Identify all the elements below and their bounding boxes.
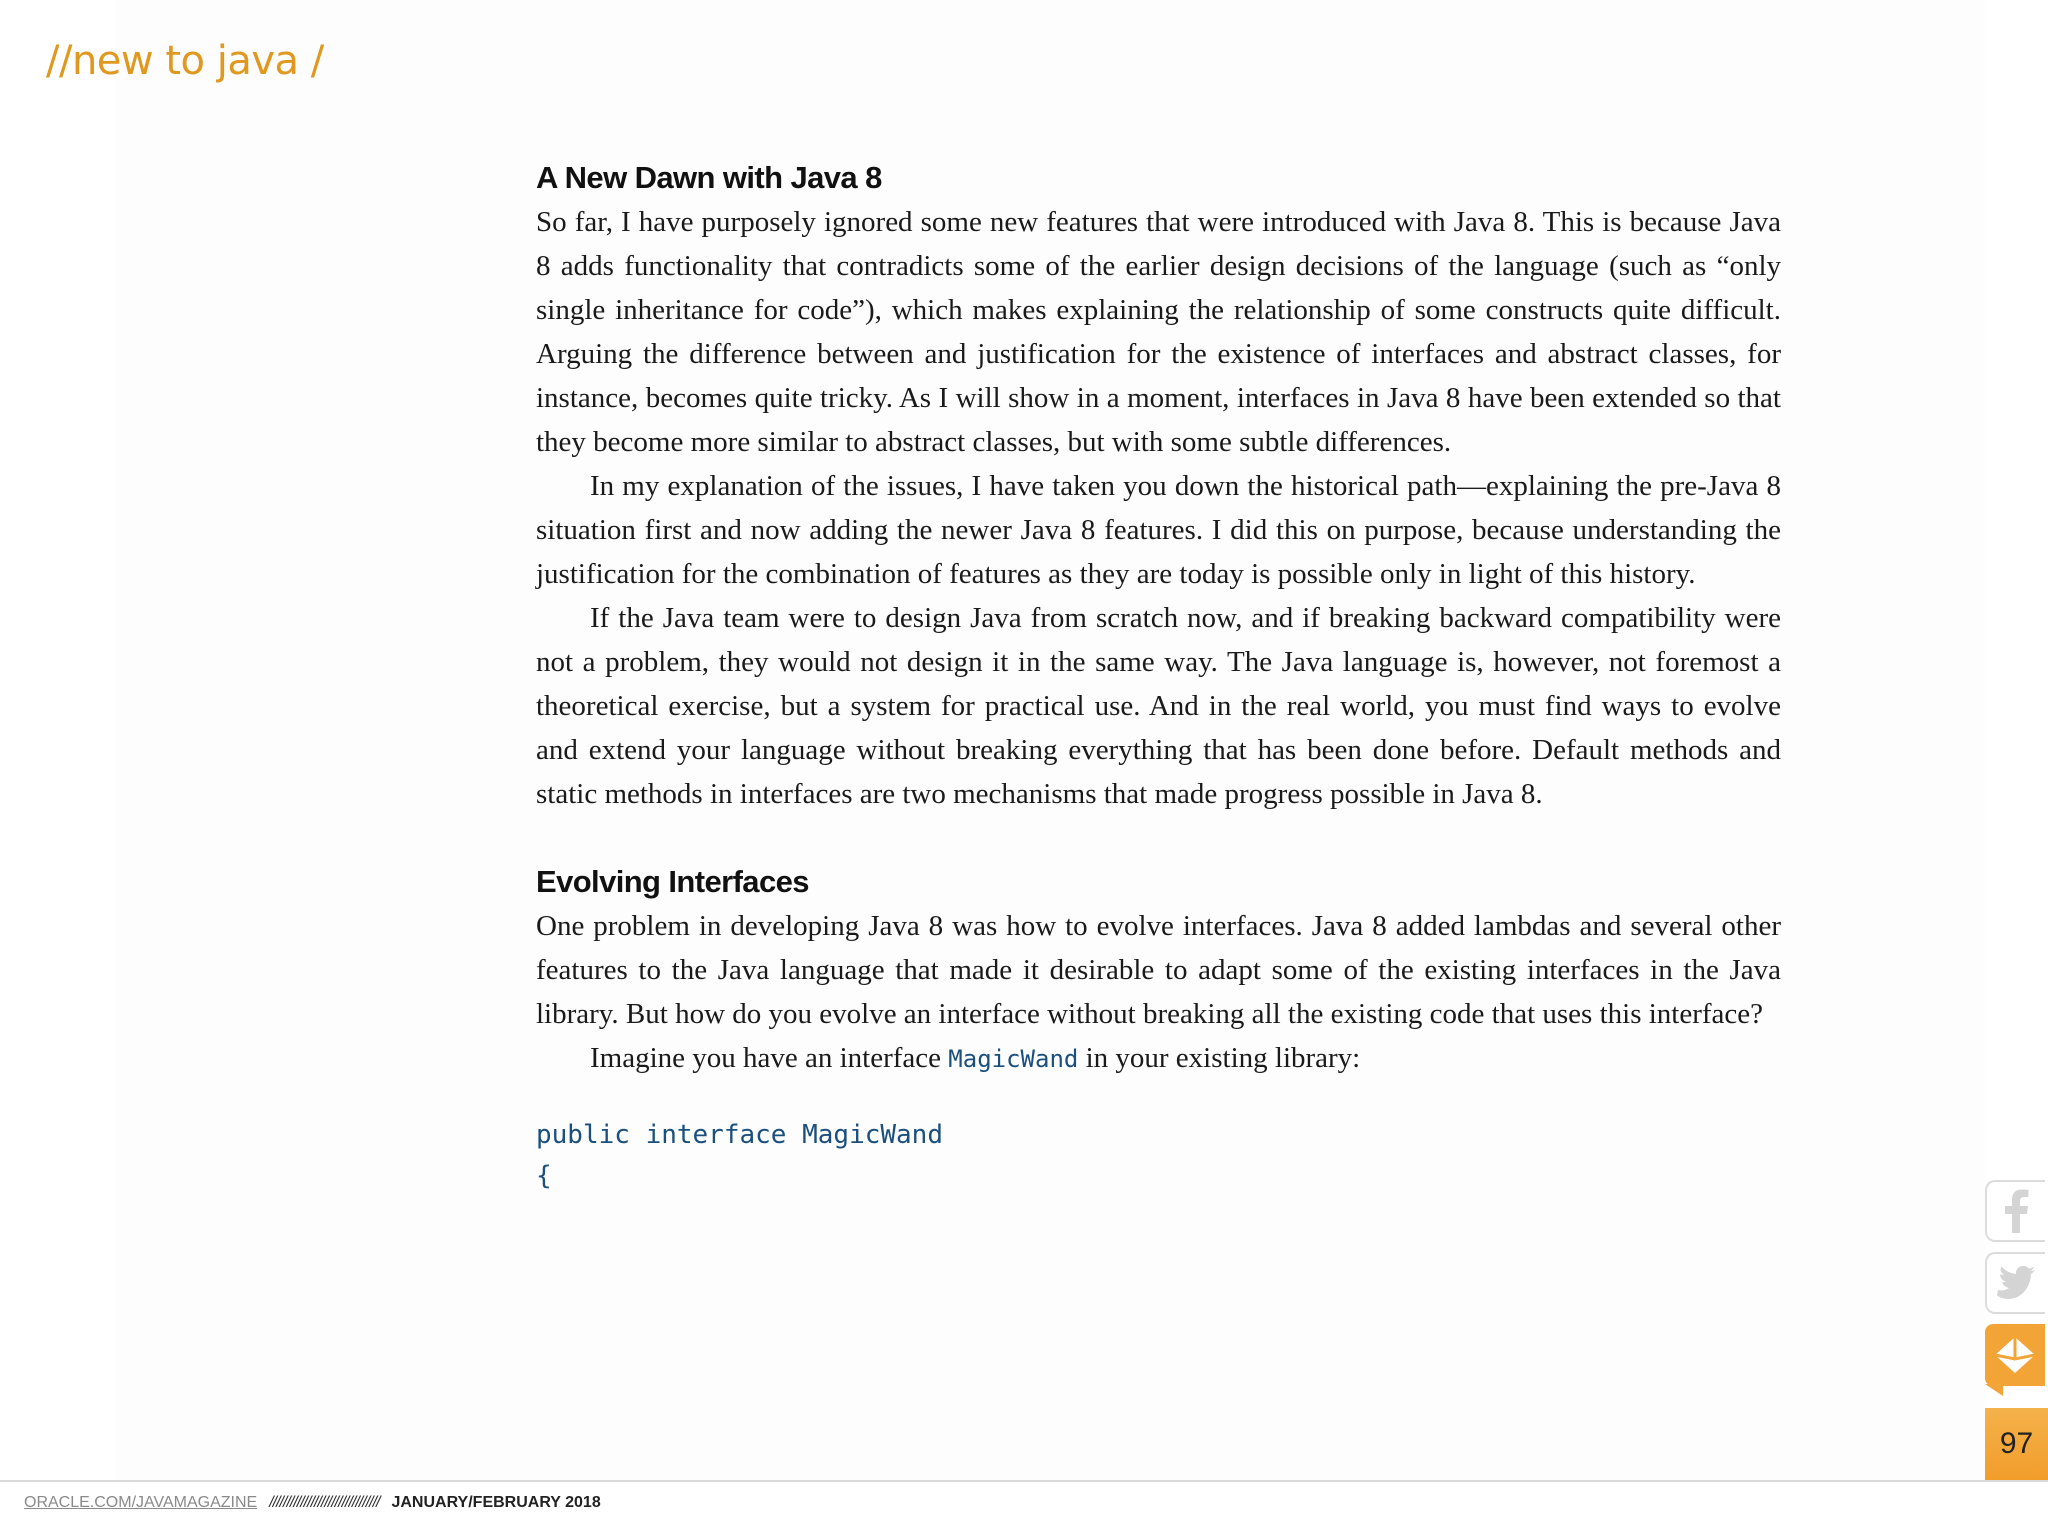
article-body (536, 156, 1781, 1197)
code-line: public interface MagicWand (536, 1120, 943, 1150)
page-number: 97 (1985, 1408, 2048, 1480)
paragraph-text: Imagine you have an interface (590, 1042, 949, 1074)
facebook-share-button[interactable] (1985, 1180, 2045, 1242)
footer-issue-date: JANUARY/FEBRUARY 2018 (391, 1494, 601, 1511)
footer-divider (0, 1480, 2048, 1482)
heading-new-dawn: A New Dawn with Java 8 (536, 160, 882, 195)
email-icon (1993, 1335, 2037, 1375)
code-line: { (536, 1161, 552, 1191)
twitter-icon (1996, 1266, 2036, 1300)
footer-slashes: //////////////////////////////// (269, 1494, 380, 1511)
heading-evolving-interfaces: Evolving Interfaces (536, 864, 809, 899)
paragraph: If the Java team were to design Java from scratch now, and if breaking backward compatibility were not a problem, they would not design it in the same way. The Java language is, however, not foremost a theoretical exercise, but a system for practical use. And in the real world, you must find ways to evolve and extend your language without breaking everything that has been done before. Default methods and static methods in interfaces are two mechanisms that made progress possible in Java 8. (536, 602, 1781, 810)
twitter-share-button[interactable] (1985, 1252, 2045, 1314)
email-tab-tail (1985, 1384, 2003, 1396)
section-label: //new to java / (46, 38, 324, 84)
footer (24, 1494, 601, 1512)
inline-code-magicwand: MagicWand (948, 1045, 1079, 1073)
paragraph: So far, I have purposely ignored some new features that were introduced with Java 8. This is because Java 8 adds functionality that contradicts some of the earlier design decisions of the language (such as “only single inheritance for code”), which makes explaining the relationship of some constructs quite difficult. Arguing the difference between and justification for the existence of interfaces and abstract classes, for instance, becomes quite tricky. As I will show in a moment, interfaces in Java 8 have been extended so that they become more similar to abstract classes, but with some subtle differences. (536, 206, 1781, 458)
paragraph-magicwand (536, 1036, 1781, 1081)
paragraph: One problem in developing Java 8 was how to evolve interfaces. Java 8 added lambdas and several other features to the Java language that made it desirable to adapt some of the existing interfaces in the Java library. But how do you evolve an interface without breaking all the existing code that uses this interface? (536, 910, 1781, 1030)
paragraph-text: in your existing library: (1078, 1042, 1361, 1074)
paragraph: In my explanation of the issues, I have taken you down the historical path—explaining the pre-Java 8 situation first and now adding the newer Java 8 features. I did this on purpose, because understanding the justification for the combination of features as they are today is possible only in light of this history. (536, 470, 1781, 590)
code-block (536, 1115, 1781, 1197)
facebook-icon (2001, 1189, 2031, 1233)
footer-site-link[interactable]: ORACLE.COM/JAVAMAGAZINE (24, 1494, 258, 1511)
email-share-button[interactable] (1985, 1324, 2045, 1386)
